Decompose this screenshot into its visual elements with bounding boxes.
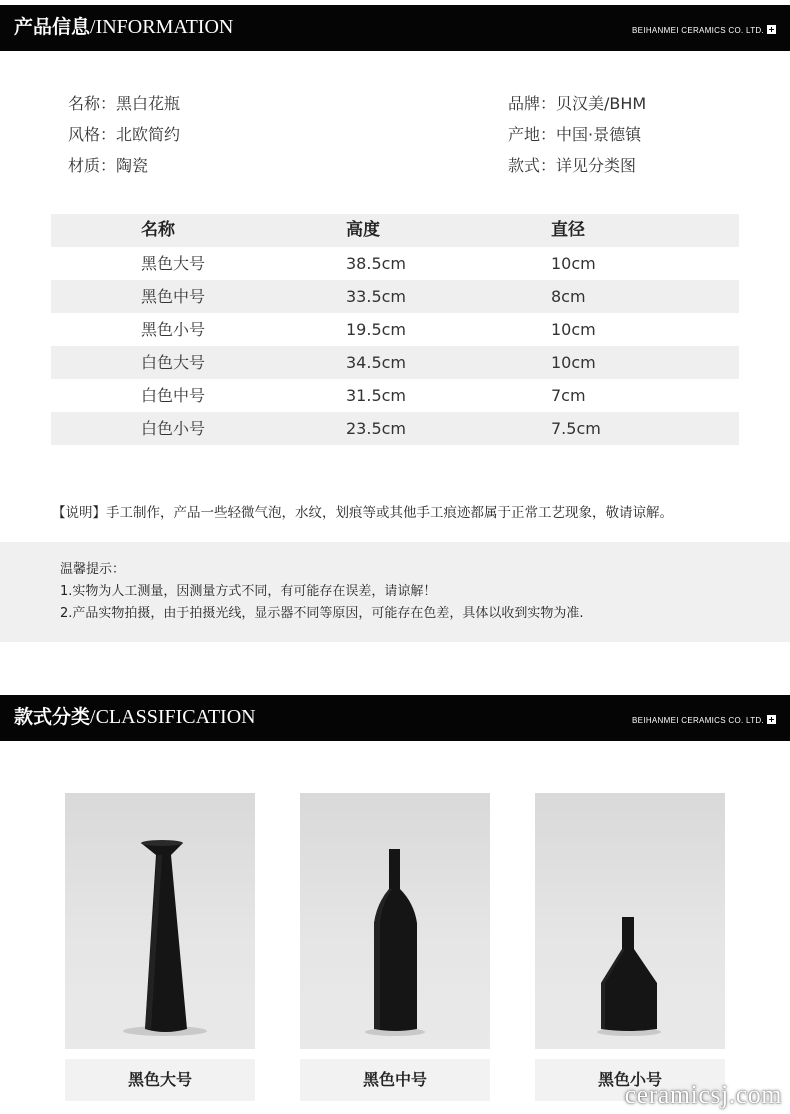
cell-diameter: 7cm	[551, 386, 586, 405]
cell-diameter: 8cm	[551, 287, 586, 306]
brand-text: BEIHANMEI CERAMICS CO. LTD.	[632, 26, 764, 35]
info-row-style	[68, 119, 180, 150]
info-label: 材质：	[68, 156, 117, 175]
cell-diameter: 10cm	[551, 353, 596, 372]
information-banner	[0, 5, 790, 51]
brand-name	[632, 25, 776, 36]
cell-height: 31.5cm	[346, 386, 407, 405]
cell-diameter: 10cm	[551, 320, 596, 339]
black-medium-vase-image	[300, 793, 490, 1049]
tips-title: 温馨提示：	[60, 562, 126, 577]
info-row-model	[508, 150, 646, 181]
plus-icon	[767, 25, 776, 34]
header-name: 名称	[141, 220, 175, 240]
variant-label: 黑色小号	[535, 1059, 725, 1101]
information-banner-title	[14, 15, 233, 39]
info-value: 详见分类图	[556, 156, 637, 175]
info-label: 品牌：	[508, 94, 557, 113]
classification-title-en: /CLASSIFICATION	[90, 706, 256, 728]
cell-name: 黑色小号	[141, 320, 206, 339]
variant-card-black-medium[interactable]	[300, 793, 490, 1101]
table-row	[51, 379, 739, 412]
brand-text: BEIHANMEI CERAMICS CO. LTD.	[632, 716, 764, 725]
cell-name: 黑色大号	[141, 254, 206, 273]
classification-banner-title	[14, 705, 256, 729]
cell-height: 19.5cm	[346, 320, 407, 339]
tips-line: 2.产品实物拍摄，由于拍摄光线，显示器不同等原因，可能存在色差，具体以收到实物为准.	[60, 606, 584, 621]
cell-height: 34.5cm	[346, 353, 407, 372]
variant-label: 黑色中号	[300, 1059, 490, 1101]
cell-diameter: 7.5cm	[551, 419, 601, 438]
variant-card-black-small[interactable]	[535, 793, 725, 1101]
product-info-right	[508, 88, 646, 181]
variant-label: 黑色大号	[65, 1059, 255, 1101]
info-value: 中国·景德镇	[556, 125, 642, 144]
black-large-vase-image	[65, 793, 255, 1049]
info-label: 风格：	[68, 125, 117, 144]
info-value: 贝汉美/BHM	[556, 94, 647, 113]
plus-icon	[767, 715, 776, 724]
table-row	[51, 412, 739, 445]
classification-title-cn: 款式分类	[14, 706, 91, 728]
cell-name: 白色小号	[141, 419, 206, 438]
info-row-name	[68, 88, 180, 119]
variant-card-black-large[interactable]	[65, 793, 255, 1101]
cell-name: 白色大号	[141, 353, 206, 372]
table-row	[51, 247, 739, 280]
classification-banner	[0, 695, 790, 741]
table-header-row	[51, 214, 739, 247]
site-watermark: ceramicsj.com	[624, 1080, 782, 1109]
handmade-note: 【说明】手工制作，产品一些轻微气泡，水纹，划痕等或其他手工痕迹都属于正常工艺现象，敬请谅解。	[52, 505, 673, 521]
tips-line: 1.实物为人工测量，因测量方式不同，有可能存在误差，请谅解！	[60, 584, 437, 599]
spec-table	[51, 214, 739, 445]
cell-name: 白色中号	[141, 386, 206, 405]
header-diameter: 直径	[551, 220, 585, 240]
info-label: 款式：	[508, 156, 557, 175]
info-label: 产地：	[508, 125, 557, 144]
header-height: 高度	[346, 220, 380, 240]
tips-panel	[0, 542, 790, 642]
info-row-origin	[508, 119, 646, 150]
cell-diameter: 10cm	[551, 254, 596, 273]
product-info-left	[68, 88, 180, 181]
cell-height: 33.5cm	[346, 287, 407, 306]
information-title-cn: 产品信息	[14, 16, 91, 38]
cell-name: 黑色中号	[141, 287, 206, 306]
black-small-vase-image	[535, 793, 725, 1049]
info-row-material	[68, 150, 180, 181]
table-row	[51, 346, 739, 379]
brand-name	[632, 715, 776, 726]
info-value: 陶瓷	[116, 156, 149, 175]
info-label: 名称：	[68, 94, 117, 113]
table-row	[51, 313, 739, 346]
table-row	[51, 280, 739, 313]
cell-height: 38.5cm	[346, 254, 407, 273]
information-title-en: /INFORMATION	[90, 16, 234, 38]
cell-height: 23.5cm	[346, 419, 407, 438]
info-row-brand	[508, 88, 646, 119]
info-value: 北欧简约	[116, 125, 181, 144]
info-value: 黑白花瓶	[116, 94, 181, 113]
